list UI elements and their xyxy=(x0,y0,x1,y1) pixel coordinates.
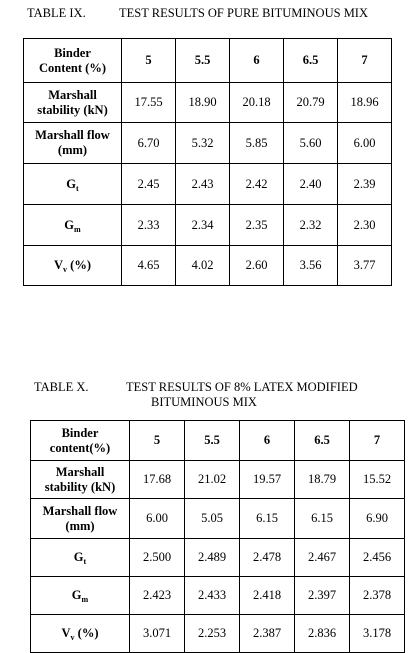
row-label: Marshall stability (kN) xyxy=(31,461,130,499)
table-cell: 2.253 xyxy=(185,615,240,653)
table-cell: 19.57 xyxy=(240,461,295,499)
table-row xyxy=(31,461,405,499)
table-ix-col-header: 5 xyxy=(122,39,176,83)
table-cell: 5.60 xyxy=(284,123,338,164)
table-cell: 2.34 xyxy=(176,205,230,246)
table-cell: 2.456 xyxy=(350,539,405,577)
table-cell: 5.32 xyxy=(176,123,230,164)
table-cell: 2.397 xyxy=(295,577,350,615)
row-label: Marshall stability (kN) xyxy=(24,83,122,123)
table-cell: 2.489 xyxy=(185,539,240,577)
table-cell: 2.43 xyxy=(176,164,230,205)
row-label: $G_t$ xyxy=(24,164,122,205)
table-ix-label: TABLE IX. xyxy=(27,6,86,20)
table-ix-title: TEST RESULTS OF PURE BITUMINOUS MIX xyxy=(119,6,368,20)
table-cell: 2.478 xyxy=(240,539,295,577)
table-cell: 3.77 xyxy=(338,246,392,286)
table-ix xyxy=(23,38,392,286)
table-row xyxy=(31,577,405,615)
table-cell: 3.071 xyxy=(130,615,185,653)
table-row xyxy=(24,83,392,123)
row-label: $V_v$ (%) xyxy=(31,615,130,653)
table-ix-col-header: 7 xyxy=(338,39,392,83)
table-cell: 18.79 xyxy=(295,461,350,499)
table-cell: 4.65 xyxy=(122,246,176,286)
table-cell: 2.433 xyxy=(185,577,240,615)
table-ix-caption xyxy=(27,6,387,20)
table-cell: 2.45 xyxy=(122,164,176,205)
table-cell: 21.02 xyxy=(185,461,240,499)
table-cell: 2.30 xyxy=(338,205,392,246)
row-label: $G_m$ xyxy=(31,577,130,615)
table-cell: 2.39 xyxy=(338,164,392,205)
table-x-title-line1: TEST RESULTS OF 8% LATEX MODIFIED xyxy=(126,380,358,394)
row-label: Marshall flow (mm) xyxy=(31,499,130,539)
table-x-caption xyxy=(34,380,394,410)
table-ix-col-header: 6 xyxy=(230,39,284,83)
row-label: $G_t$ xyxy=(31,539,130,577)
table-cell: 6.15 xyxy=(240,499,295,539)
table-x-col-header: 7 xyxy=(350,421,405,461)
table-ix-header-label: Binder Content (%) xyxy=(24,39,122,83)
table-cell: 18.90 xyxy=(176,83,230,123)
table-x-col-header: 6.5 xyxy=(295,421,350,461)
table-cell: 6.70 xyxy=(122,123,176,164)
table-cell: 5.05 xyxy=(185,499,240,539)
table-cell: 2.40 xyxy=(284,164,338,205)
table-cell: 6.90 xyxy=(350,499,405,539)
table-cell: 6.00 xyxy=(130,499,185,539)
row-label: $V_v$ (%) xyxy=(24,246,122,286)
table-x-label: TABLE X. xyxy=(34,380,89,394)
table-x-header-row xyxy=(31,421,405,461)
table-ix-col-header: 6.5 xyxy=(284,39,338,83)
table-x-header-label: Binder content(%) xyxy=(31,421,130,461)
table-cell: 20.18 xyxy=(230,83,284,123)
table-ix-header-row xyxy=(24,39,392,83)
table-cell: 3.178 xyxy=(350,615,405,653)
table-cell: 2.500 xyxy=(130,539,185,577)
table-cell: 3.56 xyxy=(284,246,338,286)
table-row xyxy=(24,246,392,286)
table-x-col-header: 5.5 xyxy=(185,421,240,461)
table-cell: 17.55 xyxy=(122,83,176,123)
table-ix-col-header: 5.5 xyxy=(176,39,230,83)
table-cell: 2.387 xyxy=(240,615,295,653)
table-cell: 15.52 xyxy=(350,461,405,499)
table-cell: 6.00 xyxy=(338,123,392,164)
table-cell: 2.418 xyxy=(240,577,295,615)
table-cell: 2.35 xyxy=(230,205,284,246)
table-cell: 2.60 xyxy=(230,246,284,286)
table-cell: 2.467 xyxy=(295,539,350,577)
table-row xyxy=(31,499,405,539)
table-cell: 17.68 xyxy=(130,461,185,499)
table-cell: 2.42 xyxy=(230,164,284,205)
table-cell: 2.423 xyxy=(130,577,185,615)
table-cell: 2.32 xyxy=(284,205,338,246)
table-row xyxy=(24,123,392,164)
table-cell: 2.378 xyxy=(350,577,405,615)
table-row xyxy=(24,205,392,246)
table-x xyxy=(30,420,405,653)
table-cell: 20.79 xyxy=(284,83,338,123)
table-cell: 6.15 xyxy=(295,499,350,539)
table-cell: 2.836 xyxy=(295,615,350,653)
table-row xyxy=(31,615,405,653)
row-label: $G_m$ xyxy=(24,205,122,246)
table-x-col-header: 6 xyxy=(240,421,295,461)
table-x-title-line2: BITUMINOUS MIX xyxy=(151,395,257,409)
table-row xyxy=(31,539,405,577)
table-row xyxy=(24,164,392,205)
table-cell: 2.33 xyxy=(122,205,176,246)
table-cell: 5.85 xyxy=(230,123,284,164)
table-x-col-header: 5 xyxy=(130,421,185,461)
table-cell: 18.96 xyxy=(338,83,392,123)
row-label: Marshall flow (mm) xyxy=(24,123,122,164)
table-cell: 4.02 xyxy=(176,246,230,286)
